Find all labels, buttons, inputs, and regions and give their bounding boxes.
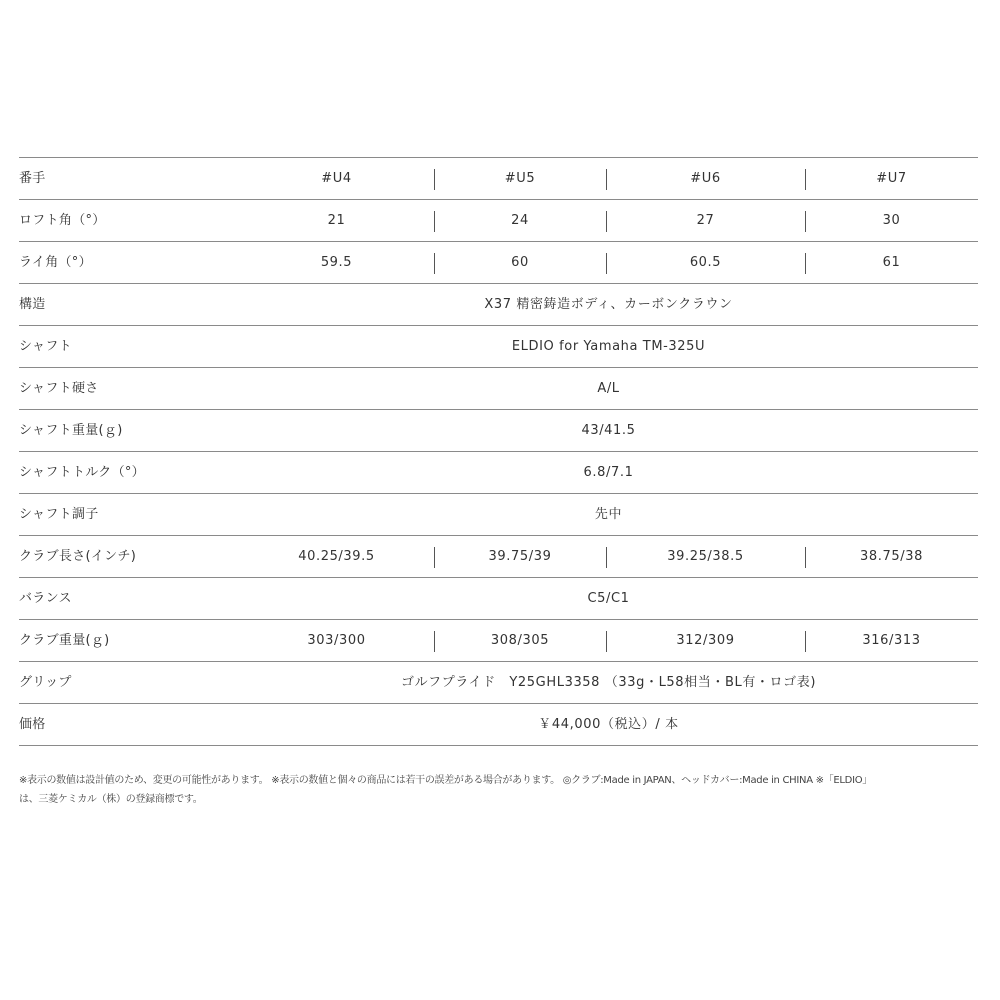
row-label: 番手: [19, 171, 46, 186]
cell-u7: #U7: [876, 171, 907, 186]
cell-all: 6.8/7.1: [583, 465, 634, 480]
cell-u5: 39.75/39: [488, 549, 552, 564]
cell-all: A/L: [597, 381, 620, 396]
cell-u6: 27: [696, 213, 715, 228]
spec-row-construction: [19, 283, 978, 325]
spec-row-kick-point: [19, 493, 978, 535]
row-label: 価格: [19, 717, 46, 732]
cell-u5: #U5: [504, 171, 536, 186]
cell-u4: 40.25/39.5: [298, 549, 375, 564]
row-label: シャフト硬さ: [19, 381, 99, 396]
cell-u5: 60: [511, 255, 529, 270]
spec-row-number: [19, 157, 978, 199]
spec-row-lie: [19, 241, 978, 283]
cell-u6: #U6: [690, 171, 721, 186]
spec-row-loft: [19, 199, 978, 241]
cell-u7: 38.75/38: [860, 549, 923, 564]
cell-all: X37 精密鋳造ボディ、カーボンクラウン: [484, 297, 733, 312]
cell-all: 43/41.5: [581, 423, 636, 438]
cell-all: ゴルフプライド Y25GHL3358 （33g・L58相当・BL有・ロゴ表): [400, 675, 816, 690]
spec-row-club-length: [19, 535, 978, 577]
row-label: シャフト: [19, 339, 72, 354]
spec-row-club-weight: [19, 619, 978, 661]
cell-u7: 30: [882, 213, 901, 228]
row-label: バランス: [19, 591, 72, 606]
cell-u6: 39.25/38.5: [667, 549, 744, 564]
cell-all: C5/C1: [587, 591, 630, 606]
cell-u7: 316/313: [862, 633, 921, 648]
row-label: シャフト調子: [19, 507, 99, 522]
spec-row-shaft-torque: [19, 451, 978, 493]
cell-u4: 21: [327, 213, 346, 228]
row-label: 構造: [19, 297, 46, 312]
cell-u6: 60.5: [689, 255, 722, 270]
cell-all: 先中: [594, 507, 623, 522]
row-label: クラブ長さ(インチ): [19, 549, 137, 564]
cell-u6: 312/309: [676, 633, 735, 648]
spec-row-shaft: [19, 325, 978, 367]
row-label: ロフト角（°）: [19, 213, 106, 228]
cell-u4: 303/300: [307, 633, 366, 648]
spec-row-price: [19, 703, 978, 746]
cell-u4: #U4: [321, 171, 352, 186]
row-label: クラブ重量(ｇ): [19, 633, 110, 648]
row-label: ライ角（°）: [19, 255, 92, 270]
spec-row-grip: [19, 661, 978, 703]
cell-u5: 24: [511, 213, 529, 228]
cell-u5: 308/305: [490, 633, 550, 648]
cell-u7: 61: [882, 255, 901, 270]
row-label: グリップ: [19, 675, 72, 690]
footnote-line: は、三菱ケミカル（株）の登録商標です。: [19, 794, 203, 805]
cell-all: ￥44,000（税込）/ 本: [538, 717, 679, 732]
cell-all: ELDIO for Yamaha TM-325U: [511, 339, 706, 354]
spec-row-shaft-weight: [19, 409, 978, 451]
footnote: [19, 771, 979, 809]
spec-row-balance: [19, 577, 978, 619]
spec-row-shaft-flex: [19, 367, 978, 409]
spec-table: [19, 157, 978, 746]
row-label: シャフトトルク（°）: [19, 465, 145, 480]
cell-u4: 59.5: [320, 255, 353, 270]
footnote-line: ※表示の数値は設計値のため、変更の可能性があります。 ※表示の数値と個々の商品には若干の誤差がある場合があります。 ◎クラブ:Made in JAPAN、ヘッドカバー:Made in CHINA ※「ELDIO」: [19, 775, 873, 786]
row-label: シャフト重量(ｇ): [19, 423, 123, 438]
